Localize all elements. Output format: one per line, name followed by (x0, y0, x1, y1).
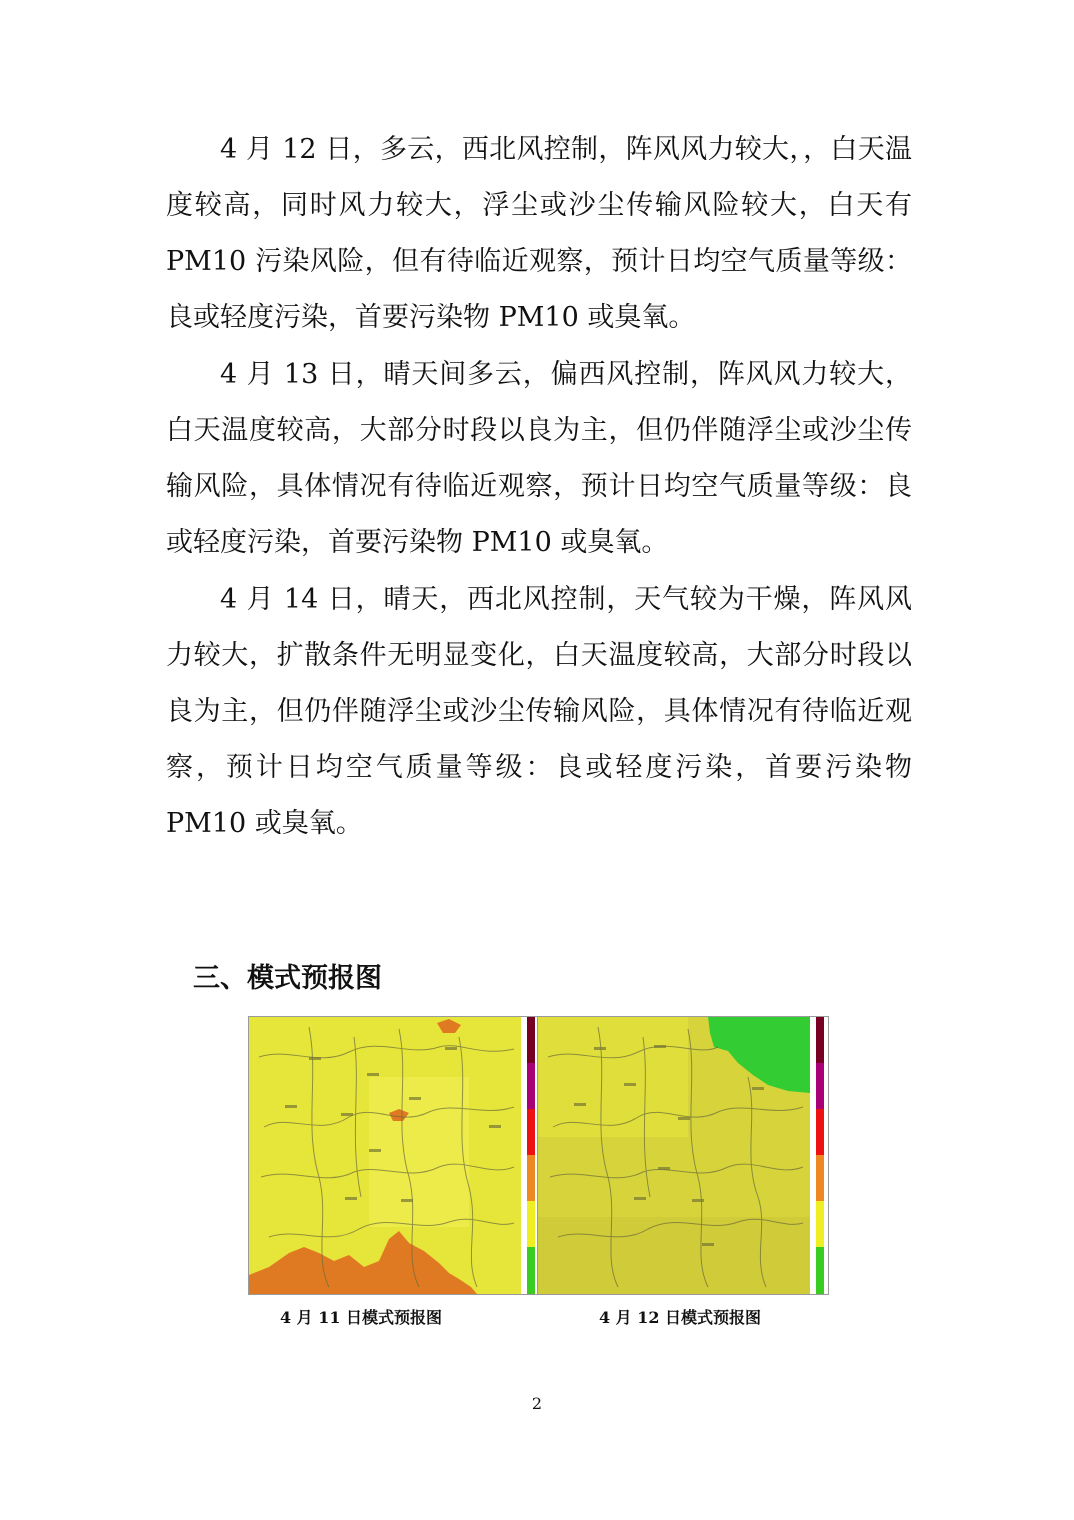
forecast-paragraph-apr12: 4 月 12 日，多云，西北风控制，阵风风力较大，，白天温度较高，同时风力较大，浮尘或沙尘传输风险较大，白天有 PM10 污染风险，但有待临近观察，预计日均空气质量等级：良或轻度污染，首要污染物 PM10 或臭氧。 (166, 134, 912, 333)
figure-caption-apr11: 4 月 11 日模式预报图 (279, 1308, 443, 1327)
section-heading: 三、模式预报图 (193, 963, 382, 994)
forecast-paragraph-apr14: 4 月 14 日，晴天，西北风控制，天气较为干燥，阵风风力较大，扩散条件无明显变化，白天温度较高，大部分时段以良为主，但仍伴随浮尘或沙尘传输风险，具体情况有待临近观察，预计日均空气质量等级：良或轻度污染，首要污染物 PM10 或臭氧。 (166, 584, 912, 839)
legend-color-bar (816, 1017, 824, 1294)
forecast-paragraph-apr13: 4 月 13 日，晴天间多云，偏西风控制，阵风风力较大，白天温度较高，大部分时段以良为主，但仍伴随浮尘或沙尘传输风险，具体情况有待临近观察，预计日均空气质量等级：良或轻度污染，首要污染物 PM10 或臭氧。 (166, 359, 912, 558)
legend-color-bar (527, 1017, 535, 1294)
page-number: 2 (531, 1394, 543, 1413)
figure-caption-apr12: 4 月 12 日模式预报图 (598, 1308, 762, 1327)
forecast-map-apr11-image (249, 1017, 539, 1294)
forecast-map-apr11 (248, 1016, 540, 1295)
forecast-map-apr12 (537, 1016, 829, 1295)
forecast-map-apr12-image (538, 1017, 828, 1294)
